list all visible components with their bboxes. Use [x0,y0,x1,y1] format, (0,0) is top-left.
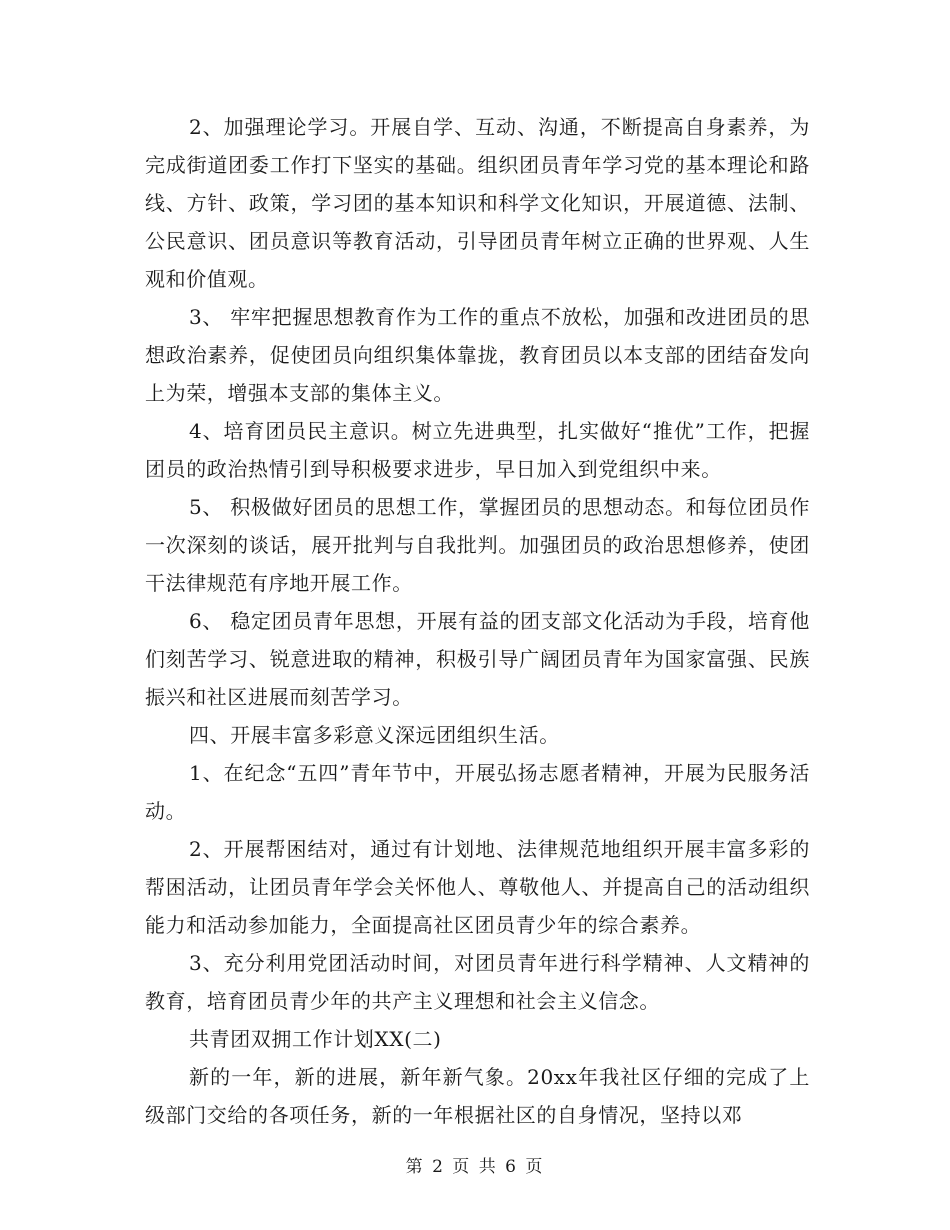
section-title-plan-two: 共青团双拥工作计划XX(二) [189,1027,442,1051]
page-number-footer: 第 2 页 共 6 页 [405,1157,545,1177]
paragraph-party-activities: 3、充分利用党团活动时间，对团员青年进行科学精神、人文精神的教育，培育团员青少年的共产主义理想和社会主义信念。 [145,951,810,1013]
paragraph-democratic-awareness: 4、培育团员民主意识。树立先进典型，扎实做好“推优”工作，把握团员的政治热情引到导积极要求进步，早日加入到党组织中来。 [145,419,810,481]
paragraph-new-year: 新的一年，新的进展，新年新气象。20xx年我社区仔细的完成了上级部门交给的各项任务，新的一年根据社区的自身情况，坚持以邓 [145,1065,810,1127]
paragraph-theory-study: 2、加强理论学习。开展自学、互动、沟通，不断提高自身素养，为完成街道团委工作打下坚实的基础。组织团员青年学习党的基本理论和路线、方针、政策，学习团的基本知识和科学文化知识，开展道德、法制、公民意识、团员意识等教育活动，引导团员青年树立正确的世界观、人生观和价值观。 [145,115,810,291]
paragraph-ideological-education: 3、 牢牢把握思想教育作为工作的重点不放松，加强和改进团员的思想政治素养，促使团员向组织集体靠拢，教育团员以本支部的团结奋发向上为荣，增强本支部的集体主义。 [145,305,810,405]
paragraph-thought-work: 5、 积极做好团员的思想工作，掌握团员的思想动态。和每位团员作一次深刻的谈话，展开批判与自我批判。加强团员的政治思想修养，使团干法律规范有序地开展工作。 [145,495,810,595]
document-body [145,108,810,1134]
paragraph-assistance-pairing: 2、开展帮困结对，通过有计划地、法律规范地组织开展丰富多彩的帮困活动，让团员青年学会关怀他人、尊敬他人、并提高自己的活动组织能力和活动参加能力，全面提高社区团员青少年的综合素养。 [145,837,810,937]
section-heading-four: 四、开展丰富多彩意义深远团组织生活。 [189,723,560,747]
paragraph-may-fourth: 1、在纪念“五四”青年节中，开展弘扬志愿者精神，开展为民服务活动。 [145,761,810,823]
paragraph-stabilize-thought: 6、 稳定团员青年思想，开展有益的团支部文化活动为手段，培育他们刻苦学习、锐意进取的精神，积极引导广阔团员青年为国家富强、民族振兴和社区进展而刻苦学习。 [145,609,810,709]
